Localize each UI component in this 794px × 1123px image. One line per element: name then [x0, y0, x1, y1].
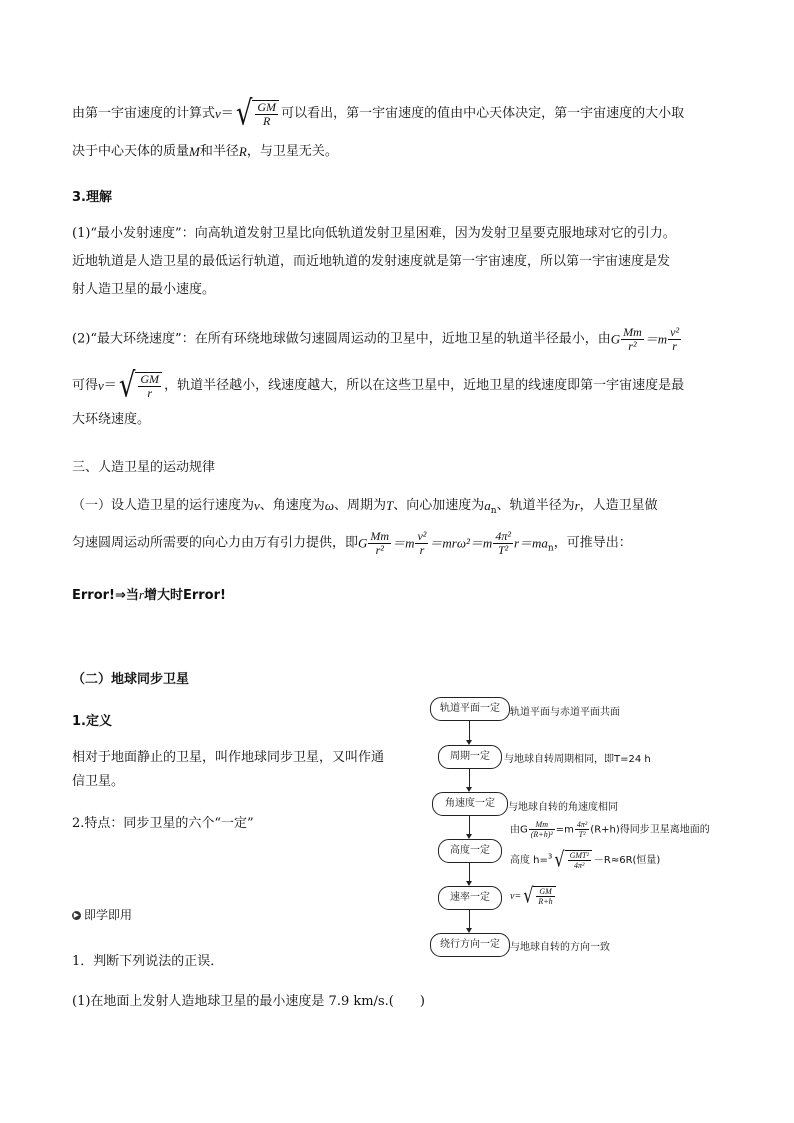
text: 即学即用	[84, 908, 133, 922]
paragraph-min-launch-line3: 射人造卫星的最小速度。	[72, 282, 216, 297]
frac-den: r²	[375, 543, 384, 557]
desc-angular-velocity: 与地球自转的角速度相同	[508, 802, 618, 813]
frac-num: GM	[140, 372, 160, 386]
text: 和半径	[199, 144, 239, 159]
paragraph-max-orbit-line3: 大环绕速度。	[72, 412, 151, 427]
text: ，可推导出：	[553, 535, 632, 551]
node-direction: 绕行方向一定	[430, 933, 510, 957]
subscript-n: n	[547, 543, 554, 554]
text: 、轨道半径为	[496, 498, 575, 513]
frac-den: r²	[628, 339, 637, 353]
text: ＝m	[644, 331, 668, 347]
symbol-G: G	[358, 535, 368, 551]
frac-den: R	[263, 114, 271, 128]
node-speed: 速率一定	[438, 886, 502, 910]
node-orbit-plane: 轨道平面一定	[430, 697, 510, 721]
definition-line1: 相对于地面静止的卫星，叫作地球同步卫星，又叫作通	[72, 750, 385, 765]
frac-den: r	[419, 543, 425, 557]
paragraph-min-launch-line2: 近地轨道是人造卫星的最低运行轨道，而近地轨道的发射速度就是第一宇宙速度，所以第一宇宙速度是发	[72, 254, 671, 269]
symbol-v: v	[215, 106, 221, 121]
frac-num: v²	[670, 325, 680, 339]
desc-orbit-plane: 轨道平面与赤道平面共面	[510, 707, 620, 718]
text: ＝	[103, 378, 117, 393]
play-icon: ▶	[73, 911, 80, 919]
frac-den: R+h	[538, 897, 553, 906]
error-line	[72, 584, 226, 603]
frac-den: T²	[578, 830, 586, 839]
text: ，与卫星无关。	[246, 144, 338, 159]
paragraph-max-orbit-line1	[72, 326, 724, 353]
text: Error!⇒当	[72, 588, 139, 603]
desc-height-line1	[510, 820, 710, 839]
frac-num: GM	[536, 887, 554, 897]
frac-num: Mm	[370, 529, 390, 543]
text: 增大时Error!	[143, 588, 226, 603]
paragraph-max-orbit-line2	[72, 366, 724, 406]
symbol-v: v	[98, 378, 104, 393]
question-1: 1．判断下列说法的正误．	[72, 954, 224, 969]
text: 、向心加速度为	[393, 498, 485, 513]
section-heading-satellite-motion: 三、人造卫星的运动规律	[72, 460, 216, 475]
frac-den: 4π²	[574, 861, 585, 870]
text: （一）设人造卫星的运行速度为	[72, 498, 255, 513]
practice-label	[72, 906, 132, 923]
definition-line2: 信卫星。	[72, 774, 125, 789]
paragraph-min-launch-line1: (1)“最小发射速度”：向高轨道发射卫星比向低轨道发射卫星困难，因为发射卫星要克服地球对它的引力。	[72, 226, 676, 241]
text: 由G	[510, 824, 528, 836]
text: r＝ma	[513, 535, 548, 551]
heading-understanding: 3.理解	[72, 190, 112, 205]
question-1-item-1: (1)在地面上发射人造地球卫星的最小速度是 7.9 km/s.( )	[72, 994, 425, 1009]
desc-height-line2: 高度 h=$^3$ √ $\frac{\text{GMT²}}{\text{4π²}}$ －R≈6R(恒量)	[510, 847, 661, 872]
paragraph-first-cosmic-velocity	[72, 94, 724, 134]
text: ，人造卫星做	[579, 498, 658, 513]
root-index: 3	[547, 852, 553, 861]
symbol-R: R	[238, 144, 247, 159]
text: －R≈6R(恒量)	[593, 855, 661, 866]
node-height: 高度一定	[438, 839, 502, 863]
text: 、周期为	[334, 498, 387, 513]
frac-num: GMT²	[569, 851, 589, 860]
symbol-v: v	[254, 498, 260, 513]
text: ＝m	[392, 535, 415, 551]
symbol-M: M	[189, 144, 200, 159]
subsection-geo-satellite: （二）地球同步卫星	[72, 672, 190, 687]
text: =m	[555, 824, 574, 836]
subscript-n: n	[490, 506, 497, 517]
symbol-omega: ω	[324, 498, 334, 513]
text: 高度 h=	[510, 855, 548, 866]
text: (R+h)得同步卫星离地面的	[590, 824, 710, 836]
symbol-G: G	[610, 331, 621, 347]
paragraph-motion-line1	[72, 496, 724, 521]
text: 由第一宇宙速度的计算式	[72, 106, 216, 121]
text: 、角速度为	[259, 498, 325, 513]
frac-den: T²	[497, 543, 509, 557]
text: 可得	[72, 378, 99, 393]
text: 匀速圆周运动所需要的向心力由万有引力提供，即	[72, 535, 359, 551]
node-period: 周期一定	[438, 745, 502, 769]
frac-den: r	[672, 339, 677, 353]
frac-num: v²	[417, 529, 427, 543]
frac-den: (R+h)²	[530, 830, 553, 839]
text: ，轨道半径越小，线速度越大，所以在这些卫星中，近地卫星的线速度即第一宇宙速度是最	[164, 378, 685, 393]
frac-num: Mm	[623, 325, 642, 339]
text: ＝	[220, 106, 234, 121]
text: (2)“最大环绕速度”：在所有环绕地球做匀速圆周运动的卫星中，近地卫星的轨道半径最小，由	[72, 331, 611, 347]
text: 决于中心天体的质量	[72, 144, 190, 159]
symbol-a: a	[484, 498, 491, 513]
text: v=	[510, 891, 522, 902]
frac-num: 4π²	[495, 529, 511, 543]
sqrt-gm-over-r: √ $\frac{GM}{r}$	[119, 372, 162, 400]
frac-den: r	[147, 386, 153, 400]
symbol-r: r	[138, 587, 144, 602]
heading-features: 2.特点：同步卫星的六个“一定”	[72, 816, 254, 831]
frac-num: GM	[257, 100, 277, 114]
symbol-r: r	[574, 498, 580, 513]
symbol-T: T	[386, 498, 394, 513]
sqrt-gm-over-r: √ $\frac{GM}{R}$	[236, 100, 279, 128]
text: 可以看出，第一宇宙速度的值由中心天体决定，第一宇宙速度的大小取	[281, 106, 685, 121]
frac-num: Mm	[529, 820, 555, 830]
desc-speed: v= √ $\frac{GM}{R+h}$	[510, 886, 558, 906]
desc-period: 与地球自转周期相同，即T=24 h	[504, 754, 651, 765]
heading-definition: 1.定义	[72, 714, 112, 729]
text: ＝mrω²＝m	[429, 535, 493, 551]
paragraph-first-cosmic-velocity-line2	[72, 142, 724, 163]
node-angular-velocity: 角速度一定	[432, 792, 508, 816]
desc-direction: 与地球自转的方向一致	[510, 942, 610, 953]
paragraph-motion-line2	[72, 530, 724, 559]
frac-num: 4π²	[576, 820, 588, 829]
